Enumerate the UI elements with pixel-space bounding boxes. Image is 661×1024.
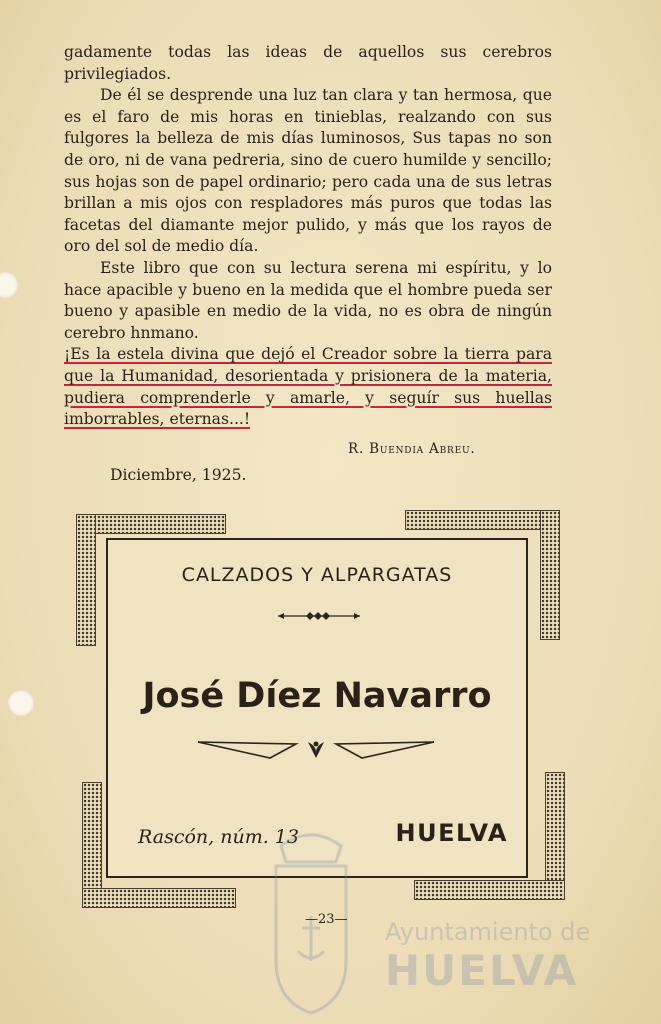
paragraph-2: De él se desprende una luz tan clara y tan hermosa, que es el faro de mis horas en tinieblas, realzando con sus fulgores la belleza de mis días luminosos, Sus tapas no son de oro, ni de vana pedreria, sino de cuero humilde y sencillo; sus hojas son de papel ordinario; pero cada una de sus letras brillan a mis ojos con respladores más puros que todas las facetas del diamante mejor pulido, y más que los rayos de oro del sol de medio día. bbox=[64, 86, 552, 256]
ad-city: HUELVA bbox=[395, 819, 508, 847]
paragraph-4-underlined: ¡Es la estela divina que dejó el Creador sobre la tierra para que la Humanidad, desorientada y prisionera de la materia, pudiera comprenderle y amarle, y seguír sus huellas imborrables, eternas...! bbox=[64, 345, 552, 429]
dot-border-top-left bbox=[76, 514, 226, 534]
dot-border-right-upper bbox=[540, 510, 560, 640]
date-line: Diciembre, 1925. bbox=[110, 466, 247, 484]
ad-merchant-name: José Díez Navarro bbox=[142, 676, 492, 716]
watermark-line-1: Ayuntamiento de bbox=[385, 918, 591, 946]
ornament-divider-top-icon bbox=[276, 610, 362, 622]
punch-hole-top bbox=[0, 272, 18, 298]
page-number: —23— bbox=[305, 912, 348, 927]
dot-border-bottom-right bbox=[414, 880, 565, 900]
dot-border-bottom-left bbox=[82, 888, 236, 908]
paragraph-1: gadamente todas las ideas de aquellos sus cerebros privilegiados. bbox=[64, 43, 552, 83]
paragraph-3: Este libro que con su lectura serena mi espíritu, y lo hace apacible y bueno en la medida que el hombre pueda ser bueno y apasible en medio de la vida, no es obra de ningún cerebro hnmano. bbox=[64, 258, 552, 342]
ad-street-address: Rascón, núm. 13 bbox=[138, 826, 299, 848]
punch-hole-bottom bbox=[8, 690, 34, 716]
dot-border-left-upper bbox=[76, 514, 96, 646]
ad-heading: CALZADOS Y ALPARGATAS bbox=[181, 564, 453, 586]
author-signature: R. Buendia Abreu. bbox=[348, 441, 476, 457]
watermark-line-2: HUELVA bbox=[385, 946, 579, 995]
body-text bbox=[64, 42, 552, 431]
dot-border-top-right bbox=[405, 510, 559, 530]
ornament-divider-bottom-icon bbox=[196, 738, 436, 764]
